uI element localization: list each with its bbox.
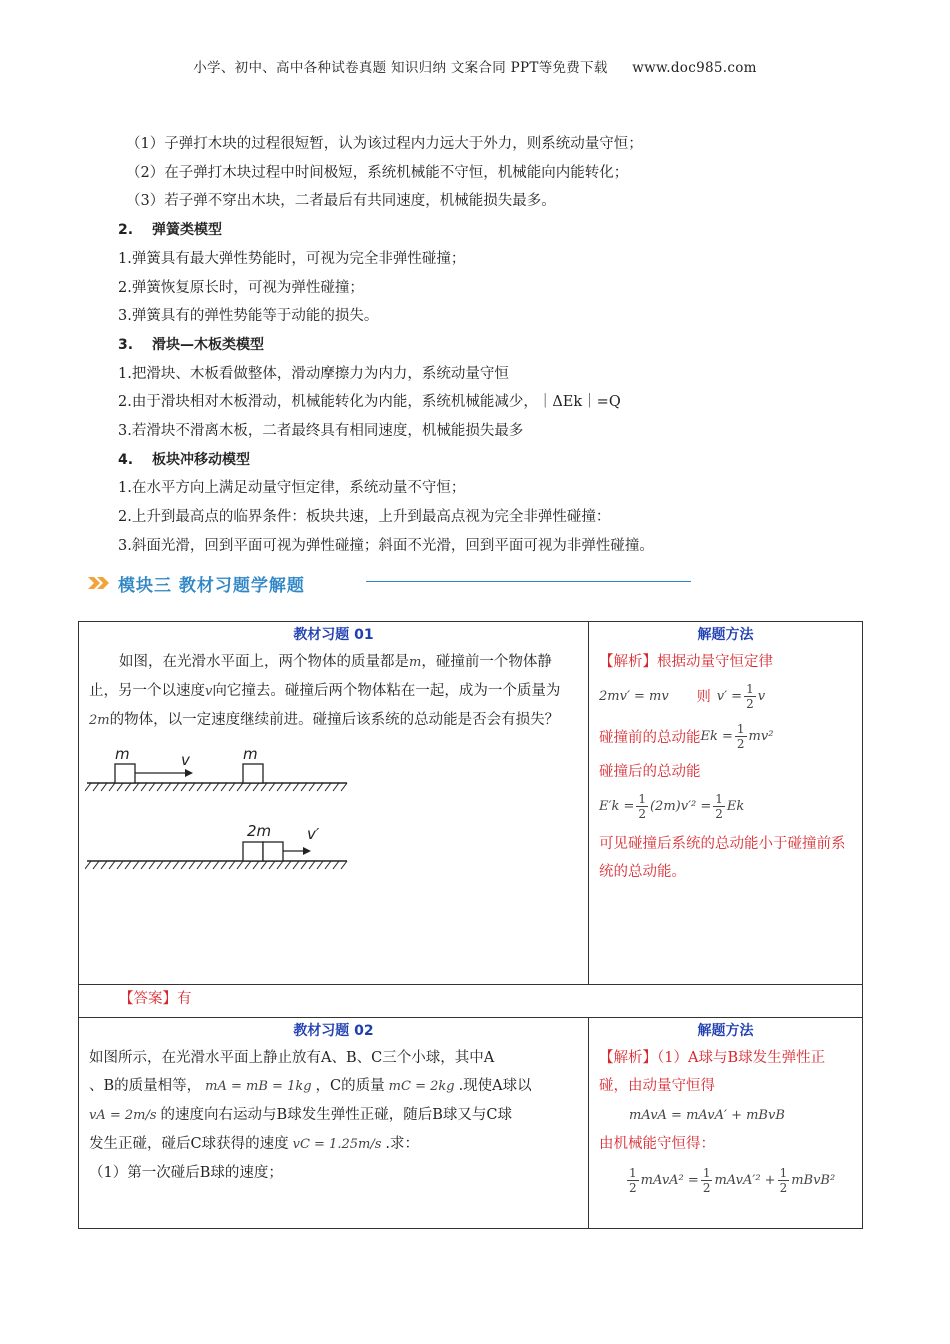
double-chevron-icon (86, 573, 116, 593)
note-line: 3.斜面光滑，回到平面可视为弹性碰撞；斜面不光滑，回到平面可视为非弹性碰撞。 (118, 537, 654, 554)
note-line: 3.若滑块不滑离木板，二者最终具有相同速度，机械能损失最多 (118, 423, 524, 440)
module-title-text: 模块三 教材习题学解题 (118, 575, 305, 596)
section-heading-block-slope: 4. 板块冲移动模型 (118, 451, 250, 468)
exercise-01-momentum-eq: 2mv′ = mv 则 v′ = $\frac{1}{2}$ v (599, 681, 766, 711)
model-notes (118, 130, 878, 561)
figure-label-v-prime: v′ (307, 825, 320, 843)
exercise-02-energy-label: 由机械能守恒得： (599, 1136, 715, 1152)
header-site-link[interactable]: www.doc985.com (632, 60, 757, 76)
exercise-01-question: 如图，在光滑水平面上，两个物体的质量都是m，碰撞前一个物体静止，另一个以速度v向它撞去。碰撞后两个物体粘在一起，成为一个质量为2m的物体，以一定速度继续前进。碰撞后该系统的总动能是否会有损失？ (89, 654, 561, 728)
exercise-02-solution-cell (589, 1018, 863, 1229)
figure-label-m1: m (115, 745, 130, 763)
note-line: 2.弹簧恢复原长时，可视为弹性碰撞； (118, 279, 364, 296)
note-line: 1.在水平方向上满足动量守恒定律，系统动量不守恒； (118, 480, 466, 497)
exercise-01-energy-after-eq: E′k = $\frac{1}{2}$ (2m)v′² = $\frac{1}{2}$ Ek (599, 791, 745, 821)
module-title (86, 569, 305, 597)
exercise-02-momentum-eq: mAvA = mAvA′ + mBvB (629, 1107, 785, 1123)
exercise-01-energy-after-label: 碰撞后的总动能 (599, 764, 701, 780)
page-header (0, 56, 950, 76)
exercise-02-title: 教材习题 02 (293, 1023, 374, 1039)
exercise-02-question: 如图所示，在光滑水平面上静止放有A、B、C三个小球，其中A 、B的质量相等， mA = mB = 1kg ，C的质量 mC = 2kg .现使A球以 vA = 2m/s 的速度向右运动与B球发生弹性正碰，随后B球又与C球 发生正碰，碰后C球获得的速度 vC = 1.25m/s .求： （1）第一次碰后B球的速度； (89, 1050, 532, 1181)
figure-label-v: v (181, 751, 190, 769)
note-line: 1.把滑块、木板看做整体，滑动摩擦力为内力，系统动量守恒 (118, 365, 509, 382)
collision-figure (79, 743, 588, 897)
exercise-01-question-cell (79, 622, 589, 985)
answer-tag: 【答案】 (119, 991, 177, 1007)
exercise-01-method-title: 解题方法 (697, 627, 754, 643)
note-line: 3.弹簧具有的弹性势能等于动能的损失。 (118, 308, 379, 325)
note-line: 1.弹簧具有最大弹性势能时，可视为完全非弹性碰撞； (118, 250, 466, 267)
section-heading-spring: 2. 弹簧类模型 (118, 222, 222, 239)
exercise-02-method-title: 解题方法 (697, 1023, 754, 1039)
exercise-01-energy-before: 碰撞前的总动能 Ek = $\frac{1}{2}$ mv² (599, 721, 774, 751)
exercise-01-analysis: 【解析】根据动量守恒定律 (599, 654, 773, 670)
figure-label-2m: 2m (247, 822, 272, 840)
module-divider (366, 581, 691, 582)
exercise-02-table (78, 1017, 863, 1229)
exercise-01-answer-row (79, 985, 863, 1018)
figure-label-m2: m (243, 745, 258, 763)
note-line: 2.由于滑块相对木板滑动，机械能转化为内能，系统机械能减少，｜ΔEk｜=Q (118, 394, 621, 411)
exercise-02-energy-eq: $\frac{1}{2}$ mAvA² = $\frac{1}{2}$ mAvA′² + $\frac{1}{2}$ mBvB² (629, 1165, 836, 1195)
note-line: （1）子弹打木块的过程很短暂，认为该过程内力远大于外力，则系统动量守恒； (126, 136, 643, 152)
exercise-01-conclusion: 可见碰撞后系统的总动能小于碰撞前系统的总动能。 (599, 836, 846, 880)
exercise-02-question-cell (79, 1018, 589, 1229)
note-line: （3）若子弹不穿出木块，二者最后有共同速度，机械能损失最多。 (126, 193, 556, 210)
answer-value: 有 (177, 991, 192, 1007)
exercise-01-solution-cell (589, 622, 863, 985)
exercise-01-title: 教材习题 01 (293, 627, 374, 643)
note-line: 2.上升到最高点的临界条件：板块共速，上升到最高点视为完全非弹性碰撞： (118, 509, 611, 526)
header-text: 小学、初中、高中各种试卷真题 知识归纳 文案合同 PPT等免费下载 (193, 60, 608, 76)
note-line: （2）在子弹打木块过程中时间极短，系统机械能不守恒，机械能向内能转化； (126, 164, 629, 181)
section-heading-slider-board: 3. 滑块—木板类模型 (118, 336, 264, 353)
exercise-01-table (78, 621, 863, 1018)
exercise-02-analysis: 【解析】（1）A球与B球发生弹性正碰，由动量守恒得 (599, 1050, 826, 1094)
